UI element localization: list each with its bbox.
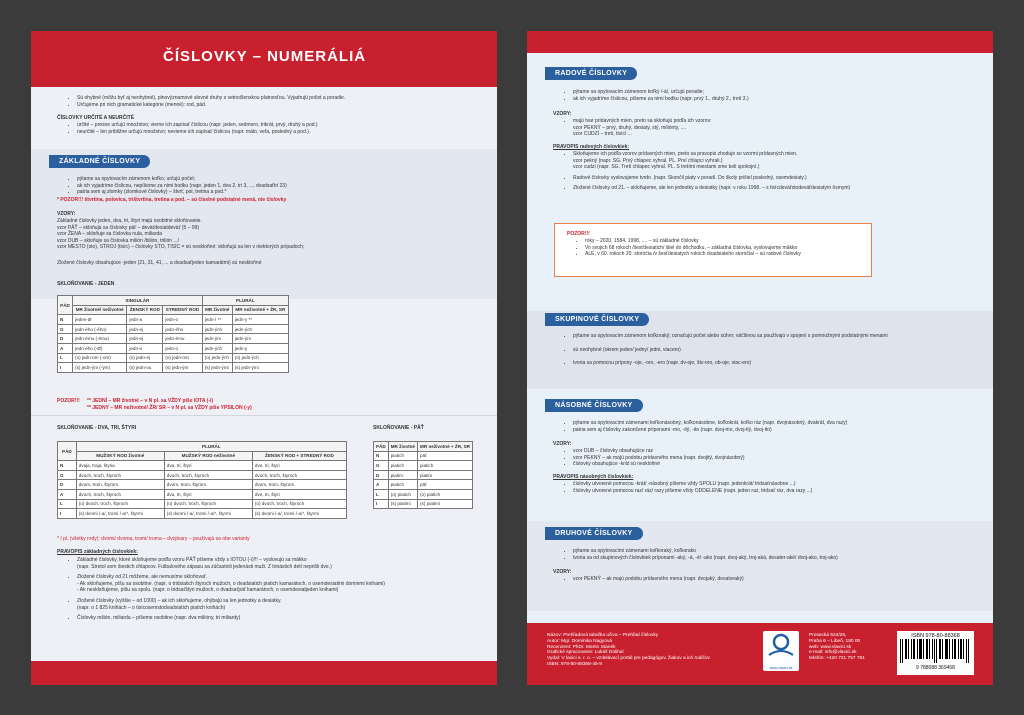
table-cell: jedn-ého (-ěho): [73, 324, 127, 334]
table-cell: jedn-ému (-ému): [73, 334, 127, 344]
table-cell: I: [58, 509, 77, 519]
skupinove-item: • pýtame sa opytovacím zámenom koľkoraký; označujú počet alebo súhrn; väčšinou sa používajú v spojení s pomnožnými podstatnými menami: [573, 333, 888, 340]
table-cell: dva, tri, štyri: [164, 489, 252, 499]
table-cell: (o) dvoch, troch, štyroch: [252, 499, 346, 509]
isbn-barcode: [897, 631, 974, 675]
radove-vzory-line: vzor PEKNÝ – prvý, druhý, desiaty, stý, miliónty, ....: [573, 124, 687, 131]
radove-vzory-item: • majú tvar prídavných mien, preto sa skloňujú podľa ich vzorov:: [573, 118, 711, 125]
table-cell: päť: [418, 480, 473, 490]
table-cell: L: [58, 499, 77, 509]
vzory-line: vzor PÄŤ – skloňujú sa číslovky päť – deväťdesiatdeväť (5 – 99): [57, 224, 200, 231]
footer-line: Vydal: V lavici s. r. o. – vzdelávací portál pre pedagógov, žiakov a ich rodičov: [547, 656, 710, 662]
table-cell: päť: [418, 451, 473, 461]
table-header: MR životné/ neživotné: [73, 305, 127, 315]
table-cell: jedn-ých: [232, 324, 288, 334]
table-cell: (s) dvomi /-a/, tromi /-a/*, štyrmi: [76, 509, 164, 519]
nasobne-vzory-item: • vzor DUB – číslovky obsahujúce raz: [573, 448, 745, 455]
table-cell: (o) jedn-om (-om): [73, 353, 127, 363]
table-cell: jedn-o: [163, 315, 202, 325]
table-header: MR životné: [388, 442, 417, 452]
table-row: [58, 489, 347, 499]
table-cell: D: [374, 470, 389, 480]
footer-line: telefón: +420 721 757 781: [809, 656, 865, 662]
table-row: [58, 363, 289, 373]
table-cell: piatich: [418, 461, 473, 471]
zakladne-note: * POZOR!!! štvrtina, polovica, trištvrtina, tretina a pod. – sú číselné podstatné mená, nie číslovky: [57, 197, 287, 203]
table-row: [374, 470, 473, 480]
table-cell: jedn-y: [232, 343, 288, 353]
table-header: PÁD: [374, 442, 389, 452]
vzory-block: [57, 218, 304, 251]
table-cell: (o) jedn-ej: [127, 353, 163, 363]
radove-pravopis-line: vzor cudzí (napr. SG. Tretí chlapec vyhral. PL. S tretími miestami sme boli spokojní.): [573, 164, 760, 171]
table-row: [58, 334, 289, 344]
right-page: [527, 31, 993, 685]
vzory-line: vzor MESTO (sto), STROJ (tisíc) – číslovky STO, TISÍC = sú neskloňné; skloňujú sa len v niektorých prípadoch;: [57, 244, 305, 251]
footer-line: Recenzent: PhDr. Martin Stanék: [547, 644, 616, 650]
druhove-vzory-heading: VZORY:: [553, 569, 572, 575]
table-header: PLURÁL: [202, 296, 288, 306]
druhove-item: • pýtame sa opytovacími zámenami koľkoraký, koľkorako: [573, 548, 838, 555]
table-cell: A: [58, 343, 73, 353]
radove-pravopis-heading: PRAVOPIS radových číslovkiek:: [553, 144, 630, 150]
table-cell: piatim: [418, 470, 473, 480]
table-cell: jedn-u: [127, 343, 163, 353]
nasobne-vzory-item: • vzor PEKNÝ – ak majú podobu prídavného mena (napr. dvojitý, dvojnásobný): [573, 455, 745, 462]
druhove-vzory: [563, 576, 744, 583]
table-row: [58, 343, 289, 353]
table-cell: jedn-ých: [202, 324, 232, 334]
druhove-item: • tvoria sa od skupinových číslovkiek príponami -aký, -á, -é/ -ako (napr. dvoj-aký, troj-aká, desater-aké/ dvoj-ako, troj-ako): [573, 555, 838, 562]
radove-vzory: [563, 118, 711, 138]
nasobne-item: • pýtame sa opytovacími zámenami koľkonásobný, koľkonásobne, koľkokrát, koľko ráz (napr. dvojnásobný, dvakrát, dva razy): [573, 420, 847, 427]
table-cell: jedn-ým: [232, 334, 288, 344]
pozor-line: ** JEDNÍ – MR životné – v N pl. sa VŽDY píše IOTA (-i): [87, 398, 214, 404]
table-cell: L: [58, 353, 73, 363]
zlozene-line: Zložené číslovky obsahujúce -jeden (21, 31, 41, ... a dvadsaťjeden kamarátmi) sú neskloňné: [57, 260, 262, 266]
table-cell: A: [58, 489, 77, 499]
table-cell: I: [58, 363, 73, 373]
urcite-item: • určité – presne určujú množstvo; vieme ich zapísať číslicou (napr. jeden, sedmoro, trikrát, prvý, druhý a pod.): [77, 122, 318, 129]
pravopis-line: (napr. Stretol som šiestich chlapcov. Futbalového zápasu sa zúčastnili jedenásti muži. Z trinástich detí neprišli dve.): [77, 563, 332, 570]
table-header: MR neživotné + ŽR, SR: [418, 442, 473, 452]
table-header: MR životné: [202, 305, 232, 315]
table-cell: dvoch, troch, štyroch: [164, 470, 252, 480]
table-row: [58, 470, 347, 480]
footer-line: ISBN: 978-80-88368-45-8: [547, 661, 602, 667]
table-cell: dvaja, traja, štyria: [76, 461, 164, 471]
table-row: [374, 461, 473, 471]
urcite-item: • neurčité – len približne určujú množstvo; nevieme ich zapísať číslicou (napr. málo, veľa, posledný a pod.): [77, 129, 318, 136]
sklonovanie-pat-heading: SKLOŇOVANIE - PÄŤ: [373, 425, 424, 431]
table-cell: dve, tri, štyri: [252, 461, 346, 471]
table-cell: jedn-a: [127, 315, 163, 325]
pozor-box: [554, 223, 872, 277]
table-cell: D: [58, 334, 73, 344]
table-cell: (o) jedn-ých: [232, 353, 288, 363]
sklonovanie-jeden-heading: SKLOŇOVANIE - JEDEN: [57, 281, 115, 287]
table-cell: (o) jedn-om: [163, 353, 202, 363]
table-cell: (o) piatich: [418, 489, 473, 499]
table-header: SINGULÁR: [73, 296, 203, 306]
table-row: [58, 324, 289, 334]
urcite-list: [67, 122, 318, 135]
table-cell: jedn-ých: [202, 343, 232, 353]
table-cell: G: [374, 461, 389, 471]
table-row: [58, 461, 347, 471]
section-skupinove: SKUPINOVÉ ČÍSLOVKY: [545, 313, 649, 326]
left-header: [31, 31, 497, 87]
table-cell: (s) dvomi /-a/, tromi /-a/*, štyrmi: [164, 509, 252, 519]
table-cell: (s) piatimi: [418, 499, 473, 509]
table-cell: dvom, trom, štyrom: [164, 480, 252, 490]
vzory-line: vzor DUB – skloňuje sa číslovka milión /bilión, trilión .../: [57, 237, 179, 244]
section-druhove: DRUHOVÉ ČÍSLOVKY: [545, 527, 643, 540]
pravopis-item: • Základné číslovky, ktoré skloňujeme podľa vzoru PÄŤ píšeme vždy s IOTOU (-i)!!! – vyslovujú sa mäkko: [77, 557, 385, 564]
logo-text: www.vlavici.sk: [769, 666, 793, 670]
publisher-logo: [763, 631, 799, 671]
isbn-label: ISBN 978-80-88368: [911, 633, 960, 639]
radove-pravopis-item: • Radové číslovky vyslovujeme tvrdo. (napr. Skončil piaty v poradí. Do školy prišiel posledný, osemdesiaty.): [573, 175, 850, 182]
skupinove-item: • sú neohybné (okrem jeden/ jedny/ jedni, viacero): [573, 347, 888, 354]
table-cell: piatich: [388, 480, 417, 490]
table-cell: (o) jedn-ých: [202, 353, 232, 363]
pozor-label: POZOR!!!: [57, 398, 80, 404]
footer-contact: [809, 633, 865, 662]
table-cell: G: [58, 470, 77, 480]
table-cell: N: [58, 315, 73, 325]
table-cell: dvoch, troch, štyroch: [76, 470, 164, 480]
table-row: [374, 489, 473, 499]
footer-line: web: www.vlavici.sk: [809, 644, 852, 650]
table-cell: dvoch, troch, štyroch: [76, 489, 164, 499]
radove-pravopis-item: • Zložené číslovky od 21. – skloňujeme, ale len jednotky a desiatky (napr. v roku 1998. – s tisícdeväťstodeväťdesiatym ôsmym): [573, 185, 850, 192]
footer-line: Praha 6 – Libeň, 180 00: [809, 638, 861, 644]
intro-item: • Určujeme pri nich gramatické kategórie (menné): rod, pád.: [77, 102, 345, 109]
right-footer: [527, 623, 993, 685]
radove-pravopis-item: • Skloňujeme ich podľa vzorov prídavných mien, preto sa pravopis zhoduje so vzormi prídavných mien.: [573, 151, 850, 158]
table-cell: dvoch, troch, štyroch: [252, 470, 346, 480]
radove-item: • ak ich vyjadríme číslicou, píšeme za nimi bodku (napr. prvý 1., druhý 2., tretí 3.): [573, 96, 749, 103]
table-cell: N: [374, 451, 389, 461]
nasobne-vzory-heading: VZORY:: [553, 441, 572, 447]
skupinove-list: [563, 333, 888, 367]
table-row: [58, 499, 347, 509]
table-header: PLURÁL: [76, 442, 346, 452]
table-header: ŽENSKÝ ROD + STREDNÝ ROD: [252, 451, 346, 461]
table-jeden: [57, 295, 289, 373]
table-pat: [373, 441, 473, 509]
vzory-line: vzor ŽENA – skloňuje sa číslovka nula, miliarda: [57, 231, 163, 238]
table-cell: jedn-ým: [202, 334, 232, 344]
radove-pravopis-line: vzor pekný (napr. SG. Prvý chlapec vyhral. PL. Prví chlapci vyhrali.): [573, 157, 723, 164]
table-cell: piatich: [388, 451, 417, 461]
footer-credits: [547, 633, 710, 668]
table-cell: G: [58, 324, 73, 334]
table-row: [58, 353, 289, 363]
pravopis-item: • Zložené číslovky od 21 môžeme, ale nemusíme skloňovať.: [77, 574, 385, 581]
pravopis-item: • Číslovky milión, miliarda – píšeme osobitne (napr. dva milióny, tri miliardy): [77, 615, 385, 622]
table-header: ŽENSKÝ ROD: [127, 305, 163, 315]
table-cell: dve, tri, štyri: [252, 489, 346, 499]
nasobne-pravopis-item: • číslovky utvorené pomocou raz/ ráz/ razy píšeme vždy ODDELENE (napr. jeden raz, tridsať ráz, dva razy ...): [573, 488, 812, 495]
table-cell: (s) jedn-ou: [127, 363, 163, 373]
table-header: MUŽSKÝ ROD neživotné: [164, 451, 252, 461]
table-cell: jedn-ej: [127, 324, 163, 334]
footer-line: Autor: Mgr. Dominika Nagyová: [547, 638, 613, 644]
table-row: [58, 480, 347, 490]
table-cell: I: [374, 499, 389, 509]
vzory-heading: VZORY:: [57, 211, 76, 217]
divider: [31, 415, 497, 416]
pravopis-item: • Zložené číslovky (vyššie – od 1000) – ak ich skloňujeme, ohýbajú sa len jednotky a desiatky.: [77, 598, 385, 605]
section-nasobne: NÁSOBNÉ ČÍSLOVKY: [545, 399, 643, 412]
table-cell: (s) jedn-ým (-ým): [73, 363, 127, 373]
section-radove: RADOVÉ ČÍSLOVKY: [545, 67, 637, 80]
table-cell: (s) jedn-ým: [163, 363, 202, 373]
left-footer-bar: [31, 661, 497, 685]
radove-vzory-heading: VZORY:: [553, 111, 572, 117]
right-header: [527, 31, 993, 53]
nasobne-vzory: [563, 448, 745, 468]
table-cell: (o) piatich: [388, 489, 417, 499]
table-cell: jedn-ému: [163, 334, 202, 344]
table-cell: dvom, trom, štyrom: [252, 480, 346, 490]
table-cell: jedn-ého: [163, 324, 202, 334]
ipl-note: * I pl. (všetky rody): dvomi/ dvoma, tromi/ troma – dvojtvary – používajú sa obe varianty: [57, 536, 250, 542]
table-cell: D: [58, 480, 77, 490]
table-row: [374, 480, 473, 490]
table-header: MUŽSKÝ ROD životné: [76, 451, 164, 461]
table-cell: A: [374, 480, 389, 490]
logo-mark-icon: [763, 631, 799, 661]
table-cell: dva, tri, štyri: [164, 461, 252, 471]
table-header: STREDNÝ ROD: [163, 305, 202, 315]
vzory-line: Základné číslovky jeden, dva, tri, štyri majú osobitné skloňovanie.: [57, 218, 202, 224]
table-row: [374, 451, 473, 461]
table-dva: [57, 441, 347, 519]
table-header: MR neživotné + ŽR, SR: [232, 305, 288, 315]
nasobne-list: [563, 420, 847, 433]
table-cell: N: [58, 461, 77, 471]
table-row: [374, 499, 473, 509]
pozor-label: POZOR!!!: [567, 231, 590, 237]
pozor-item: • Vo svojich 68 rokoch /šesťdesiatich/ išiel do dôchodku. – základná číslovka, vyslovujeme mäkko: [585, 245, 801, 252]
urcite-heading: ČÍSLOVKY URČITÉ A NEURČITÉ: [57, 115, 135, 121]
pravopis-heading: PRAVOPIS základných číslovkiek:: [57, 549, 138, 555]
table-cell: piatim: [388, 470, 417, 480]
pozor-list: [575, 238, 801, 258]
nasobne-pravopis-item: • číslovky utvorené pomocou -krát/ -násobný píšeme vždy SPOLU (napr. jedenkrát/ tridsaťnásobne ...): [573, 481, 812, 488]
nasobne-pravopis: [563, 481, 812, 494]
footer-line: e-mail: info@vlavici.sk: [809, 650, 857, 656]
zakladne-item: • ak ich vyjadríme číslicou, nepíšeme za nimi bodku (napr. jeden 1, dva 2, tri 3, ..., dvadsaťtri 23): [77, 183, 287, 190]
table-cell: (s) jedn-ými: [232, 363, 288, 373]
druhove-list: [563, 548, 838, 561]
table-cell: jedn-í **: [202, 315, 232, 325]
table-cell: jedn-o: [163, 343, 202, 353]
table-cell: (o) dvoch, troch, štyroch: [76, 499, 164, 509]
pozor-lines: [87, 398, 252, 411]
pozor-item: • ALE, v 60. rokoch 20. storočia /v šesťdesiatych rokoch dvadsiateho storočia/ – sú radové číslovky: [585, 251, 801, 258]
table-header: PÁD: [58, 442, 77, 461]
radove-vzory-line: vzor CUDZÍ – tretí, tisící ...: [573, 131, 632, 138]
nasobne-pravopis-heading: PRAVOPIS násobných číslovkiek:: [553, 474, 634, 480]
radove-pravopis: [563, 151, 850, 192]
footer-line: Grafické spracovanie: Lukáš Dolihal: [547, 650, 624, 656]
druhove-vzory-item: • vzor PEKNÝ – ak majú podobu prídavného mena (napr. dvojaký, desatoraký): [573, 576, 744, 583]
table-row: [58, 315, 289, 325]
zakladne-list: [67, 176, 287, 196]
table-cell: (s) piatimi: [388, 499, 417, 509]
table-cell: jedn-ého (-Ø): [73, 343, 127, 353]
left-page: [31, 31, 497, 685]
table-cell: (s) dvomi /-a/, tromi /-a/*, štyrmi: [252, 509, 346, 519]
intro-list: [67, 95, 345, 108]
footer-line: Prosecká 524/26,: [809, 633, 847, 638]
pozor-line: ** JEDNY – MR neživotné/ ŽR/ SR – v N pl. sa VŽDY píše YPSILON (-y): [87, 404, 252, 411]
pravopis-line: (napr. o 1 825 knihách – o tisícosemstodvadsiatich piatich knihách): [77, 604, 226, 611]
nasobne-item: • patria sem aj číslovky zakončené príponami -mo, -itý, -ito (napr. dvoj-mo, dvoj-itý, dvoj-ito): [573, 427, 847, 434]
isbn-digits: 9 788088 369458: [916, 665, 955, 671]
table-cell: dvom, trom, štyrom: [76, 480, 164, 490]
table-cell: jedn-ej: [127, 334, 163, 344]
pravopis-line: - Ak skloňujeme, píšu sa osobitne. (napr. o tridsiatich štyroch mužoch, o dvadsiatich piatich kamarátoch, o osemdesiatimi dominmi knihami): [77, 580, 385, 587]
table-row: [58, 509, 347, 519]
zakladne-item: • patria sem aj zlomky (zlomkové číslovky) – štvrť, pol, tretina a pod.*: [77, 189, 287, 196]
pravopis-block: [67, 557, 385, 622]
table-cell: piatich: [388, 461, 417, 471]
barcode-icon: [900, 639, 971, 663]
table-cell: (s) jedn-ými: [202, 363, 232, 373]
intro-item: • Sú ohybné (môžu byť aj neohybné), plnovýznamové slovné druhy s vetnočlenskou platnosťou. Vyjadrujú počet a poradie.: [77, 95, 345, 102]
skupinove-item: • tvoria sa pomocou prípony -oje, -oro, -ero (napr. dv-oje, štv-oro, ob-oje, viac-ero): [573, 360, 888, 367]
section-zakladne: ZÁKLADNÉ ČÍSLOVKY: [49, 155, 150, 168]
table-header: PÁD: [58, 296, 73, 315]
radove-list: [563, 89, 749, 102]
pravopis-line: - Ak neskloňujeme, píšu sa spolu. (napr. o tridsaťštyri mužoch, o dvadsaťpäť kamarátoch, o osemdesiatjeden knihami): [77, 587, 339, 594]
zakladne-item: • pýtame sa opytovacím zámenom koľko; určujú počet;: [77, 176, 287, 183]
pozor-item: • roky – 2020, 1584, 1998, .... – sú základné číslovky: [585, 238, 801, 245]
radove-item: • pýtame sa opytovacím zámenom koľký /-á/, určujú poradie;: [573, 89, 749, 96]
page-title: ČÍSLOVKY – NUMERÁLIÁ: [163, 48, 367, 65]
table-cell: L: [374, 489, 389, 499]
sklonovanie-dva-heading: SKLOŇOVANIE - DVA, TRI, ŠTYRI: [57, 425, 137, 431]
table-cell: (o) dvoch, troch, štyroch: [164, 499, 252, 509]
footer-line: Názov: Prehľadová tabuľka učiva – Prehľad číslovky: [547, 633, 659, 638]
nasobne-vzory-item: • číslovky obsahujúce -krát sú neskloňné: [573, 461, 745, 468]
table-cell: jedn-y **: [232, 315, 288, 325]
table-cell: jeden-Ø: [73, 315, 127, 325]
